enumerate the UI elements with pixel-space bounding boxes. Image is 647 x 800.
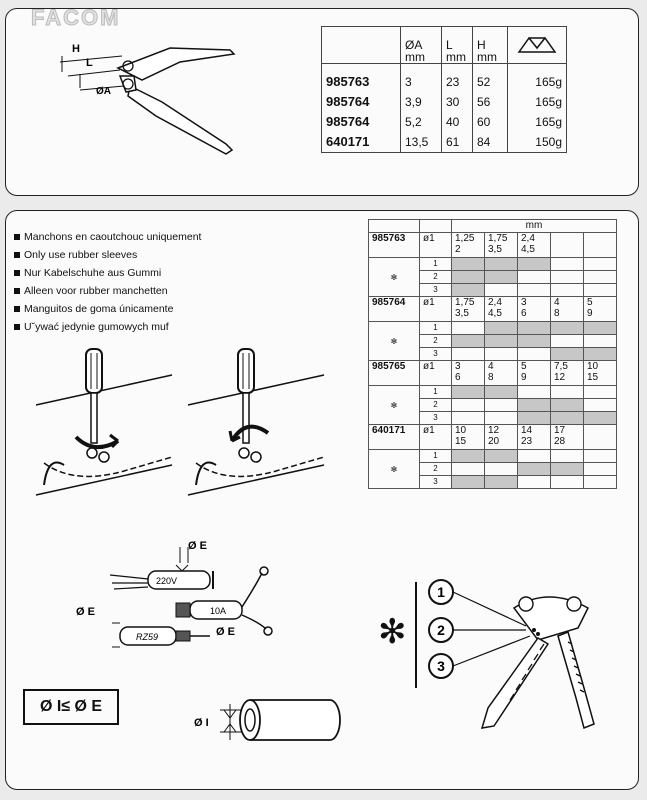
position-number: 2 (420, 335, 452, 348)
strip-position-row (369, 258, 617, 271)
strip-code: 640171 (369, 425, 420, 450)
strip-size-cell: 10 15 (584, 361, 617, 386)
strip-indicator-cell (584, 399, 617, 412)
warning-de: Nur Kabelschuhe aus Gummi (14, 264, 201, 282)
strip-indicator-cell (518, 463, 551, 476)
e-label-top: Ø E (188, 540, 207, 552)
col-a-header: ØA mm (401, 27, 442, 64)
strip-size-cell: 1,25 2 (452, 233, 485, 258)
callout-2: 2 (437, 622, 445, 638)
strip-indicator-cell (485, 476, 518, 489)
strip-indicator-cell (584, 271, 617, 284)
strip-indicator-cell (551, 322, 584, 335)
strip-indicator-cell (518, 399, 551, 412)
strip-size-cell: 10 15 (452, 425, 485, 450)
dim-l-label: L (86, 57, 93, 69)
strip-size-cell: 17 28 (551, 425, 584, 450)
table-row: 985764 5,2 40 60 165g (322, 112, 567, 132)
position-number: 2 (420, 271, 452, 284)
strip-diameter: ø1 (420, 425, 452, 450)
strip-indicator-cell (551, 476, 584, 489)
strip-indicator-cell (518, 271, 551, 284)
strip-indicator-cell (485, 258, 518, 271)
strip-indicator-cell (452, 322, 485, 335)
strip-indicator-cell (518, 386, 551, 399)
strip-indicator-cell (584, 335, 617, 348)
strip-size-cell (551, 233, 584, 258)
brand-logo: FACOM (31, 5, 121, 30)
e-label-right: Ø E (216, 626, 235, 638)
position-number: 2 (420, 399, 452, 412)
table-row: 985764 3,9 30 56 165g (322, 92, 567, 112)
strip-indicator-cell (452, 258, 485, 271)
strip-indicator-cell (584, 412, 617, 425)
strip-indicator-cell (551, 399, 584, 412)
strip-size-cell: 2,4 4,5 (485, 297, 518, 322)
strip-indicator-cell (485, 450, 518, 463)
strip-block-header (369, 361, 617, 386)
strip-size-cell: 5 9 (584, 297, 617, 322)
strip-indicator-cell (551, 463, 584, 476)
strip-block-header (369, 425, 617, 450)
strip-size-cell: 3 6 (518, 297, 551, 322)
strip-indicator-cell (452, 412, 485, 425)
strip-position-row (369, 450, 617, 463)
sleeve-rz59: RZ59 (136, 632, 159, 642)
strip-indicator-cell (452, 335, 485, 348)
dim-h-label: H (72, 43, 80, 55)
stripper-callout-diagram (408, 578, 623, 738)
strip-indicator-cell (551, 258, 584, 271)
strip-indicator-cell (551, 348, 584, 361)
strip-size-cell: 7,5 12 (551, 361, 584, 386)
strip-indicator-cell (584, 322, 617, 335)
strip-size-cell: 14 23 (518, 425, 551, 450)
warning-en: Only use rubber sleeves (14, 246, 201, 264)
dim-a-label: ØA (96, 86, 111, 97)
strip-indicator-cell (518, 284, 551, 297)
strip-size-cell (584, 233, 617, 258)
asterisk-icon: ✻ (369, 322, 420, 361)
strip-indicator-cell (551, 412, 584, 425)
col-h-header: H mm (473, 27, 508, 64)
strip-indicator-cell (584, 476, 617, 489)
strip-indicator-cell (518, 476, 551, 489)
strip-indicator-cell (452, 450, 485, 463)
position-number: 1 (420, 386, 452, 399)
strip-code: 985765 (369, 361, 420, 386)
strip-indicator-cell (485, 284, 518, 297)
position-number: 2 (420, 463, 452, 476)
strip-indicator-cell (485, 322, 518, 335)
col-l-header: L mm (442, 27, 473, 64)
strip-size-cell: 3 6 (452, 361, 485, 386)
strip-indicator-cell (584, 348, 617, 361)
position-number: 1 (420, 258, 452, 271)
strip-indicator-cell (551, 386, 584, 399)
strip-indicator-cell (584, 284, 617, 297)
strip-size-cell: 4 8 (485, 361, 518, 386)
warning-es: Manguitos de goma únicamente (14, 300, 201, 318)
inner-diameter-label: Ø I (194, 717, 209, 729)
position-number: 3 (420, 284, 452, 297)
pliers-dimension-diagram (50, 36, 250, 156)
screwdriver-illustration-left (34, 345, 174, 510)
strip-indicator-cell (452, 463, 485, 476)
asterisk-icon: ✻ (369, 450, 420, 489)
asterisk-icon: ✻ (378, 613, 407, 651)
sleeves-illustration (70, 535, 280, 660)
strip-indicator-cell (452, 386, 485, 399)
position-number: 3 (420, 476, 452, 489)
strip-indicator-cell (452, 348, 485, 361)
strip-block-header (369, 297, 617, 322)
strip-indicator-cell (551, 271, 584, 284)
strip-indicator-cell (485, 399, 518, 412)
strip-indicator-cell (518, 348, 551, 361)
position-number: 3 (420, 412, 452, 425)
strip-indicator-cell (584, 450, 617, 463)
strip-table (368, 219, 617, 489)
position-number: 1 (420, 322, 452, 335)
strip-indicator-cell (485, 386, 518, 399)
strip-indicator-cell (584, 258, 617, 271)
strip-indicator-cell (551, 284, 584, 297)
sleeve-220v: 220V (156, 576, 178, 586)
strip-indicator-cell (551, 450, 584, 463)
strip-indicator-cell (452, 271, 485, 284)
strip-unit-row (369, 220, 617, 233)
strip-indicator-cell (485, 348, 518, 361)
sleeve-10a: 10A (210, 606, 227, 616)
screwdriver-illustration-right (186, 345, 326, 510)
strip-indicator-cell (584, 386, 617, 399)
strip-indicator-cell (485, 335, 518, 348)
strip-size-cell: 1,75 3,5 (485, 233, 518, 258)
strip-diameter: ø1 (420, 297, 452, 322)
strip-code: 985764 (369, 297, 420, 322)
strip-indicator-cell (452, 399, 485, 412)
strip-unit: mm (452, 220, 617, 233)
strip-indicator-cell (485, 271, 518, 284)
e-label-left: Ø E (76, 606, 95, 618)
strip-code: 985763 (369, 233, 420, 258)
strip-size-cell: 12 20 (485, 425, 518, 450)
warning-list (14, 228, 201, 336)
weight-icon (508, 27, 567, 64)
strip-indicator-cell (452, 284, 485, 297)
strip-block-header (369, 233, 617, 258)
strip-indicator-cell (518, 335, 551, 348)
strip-size-cell: 2,4 4,5 (518, 233, 551, 258)
strip-indicator-cell (485, 412, 518, 425)
strip-indicator-cell (485, 463, 518, 476)
strip-indicator-cell (584, 463, 617, 476)
strip-size-cell (584, 425, 617, 450)
strip-diameter: ø1 (420, 361, 452, 386)
asterisk-icon: ✻ (369, 258, 420, 297)
table-row: 985763 3 23 52 165g (322, 64, 567, 93)
strip-position-row (369, 322, 617, 335)
strip-indicator-cell (551, 335, 584, 348)
formula-box: Ø I≤ Ø E (23, 689, 119, 725)
table-row: 640171 13,5 61 84 150g (322, 132, 567, 153)
warning-fr: Manchons en caoutchouc uniquement (14, 228, 201, 246)
strip-indicator-cell (518, 322, 551, 335)
strip-indicator-cell (452, 476, 485, 489)
strip-diameter: ø1 (420, 233, 452, 258)
warning-pl: U˘ywać jedynie gumowych muf (14, 318, 201, 336)
callout-3: 3 (437, 658, 445, 674)
strip-indicator-cell (518, 450, 551, 463)
sleeve-tube-illustration (190, 690, 350, 750)
position-number: 3 (420, 348, 452, 361)
strip-size-cell: 1,75 3,5 (452, 297, 485, 322)
spec-table (321, 26, 567, 153)
strip-size-cell: 5 9 (518, 361, 551, 386)
position-number: 1 (420, 450, 452, 463)
strip-indicator-cell (518, 412, 551, 425)
strip-position-row (369, 386, 617, 399)
strip-indicator-cell (518, 258, 551, 271)
strip-size-cell: 4 8 (551, 297, 584, 322)
callout-1: 1 (437, 584, 445, 600)
asterisk-icon: ✻ (369, 386, 420, 425)
warning-nl: Alleen voor rubber manchetten (14, 282, 201, 300)
